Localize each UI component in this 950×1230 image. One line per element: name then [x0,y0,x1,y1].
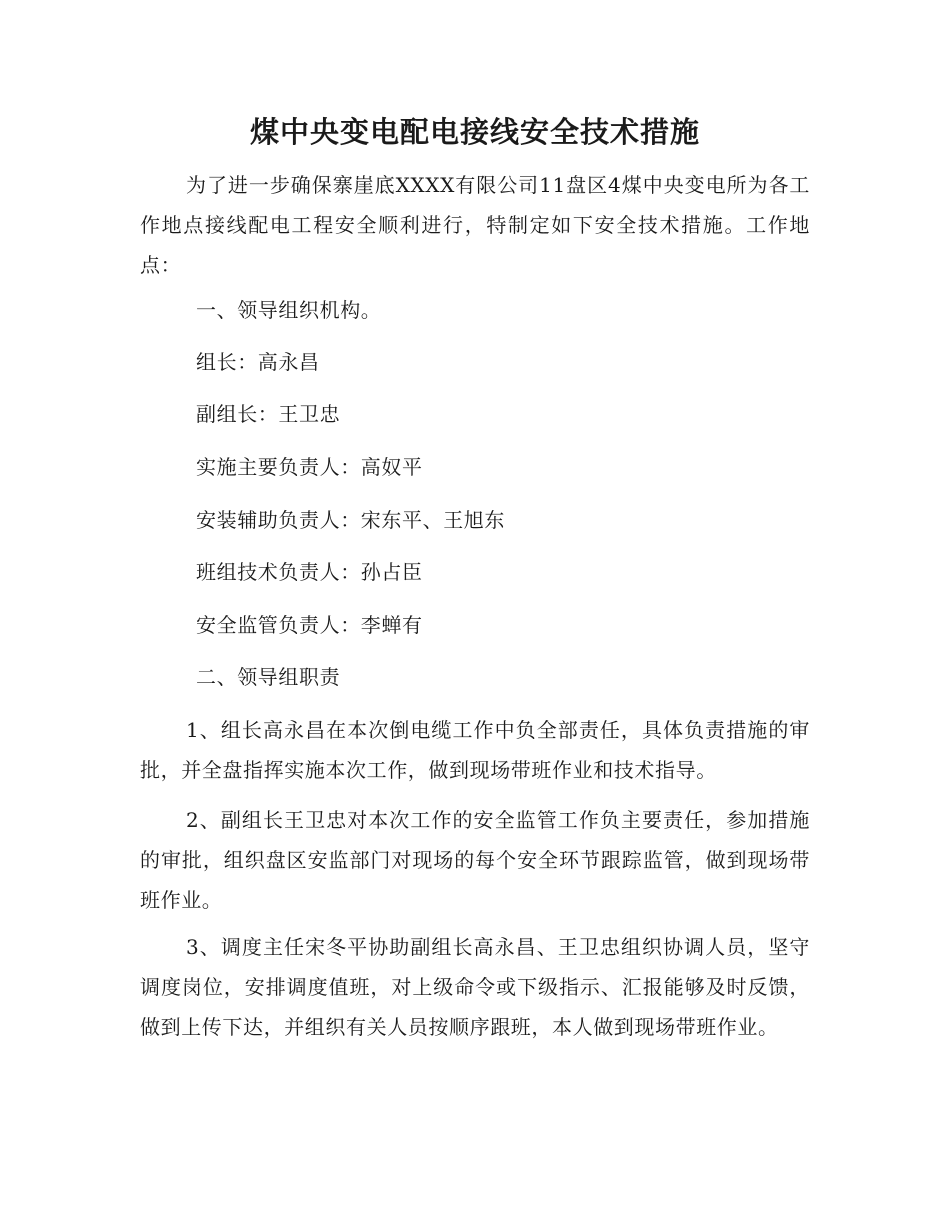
section-heading-duties: 二、领导组职责 [196,665,341,689]
member-leader: 组长：高永昌 [196,350,320,374]
duty-paragraph-1: 1、组长高永昌在本次倒电缆工作中负全部责任，具体负责措施的审批，并全盘指挥实施本次工作，做到现场带班作业和技术指导。 [140,718,810,782]
member-deputy-leader: 副组长：王卫忠 [196,402,341,426]
duty-paragraph-3: 3、调度主任宋冬平协助副组长高永昌、王卫忠组织协调人员，坚守调度岗位，安排调度值班，对上级命令或下级指示、汇报能够及时反馈，做到上传下达，并组织有关人员按顺序跟班，本人做到现场带班作业。 [140,935,810,1039]
duty-paragraph-2: 2、副组长王卫忠对本次工作的安全监管工作负主要责任，参加措施的审批，组织盘区安监部门对现场的每个安全环节跟踪监管，做到现场带班作业。 [140,808,810,912]
member-safety-supervisor: 安全监管负责人：李蝉有 [196,613,423,637]
section-heading-organization: 一、领导组织机构。 [196,298,382,322]
member-implementation-lead: 实施主要负责人：高奴平 [196,455,423,479]
member-technical-lead: 班组技术负责人：孙占臣 [196,560,423,584]
intro-paragraph: 为了进一步确保寨崖底XXXX有限公司11盘区4煤中央变电所为各工作地点接线配电工程安全顺利进行，特制定如下安全技术措施。工作地点： [140,173,810,277]
member-installation-assistant: 安装辅助负责人：宋东平、王旭东 [196,508,505,532]
document-title: 煤中央变电配电接线安全技术措施 [249,115,700,149]
